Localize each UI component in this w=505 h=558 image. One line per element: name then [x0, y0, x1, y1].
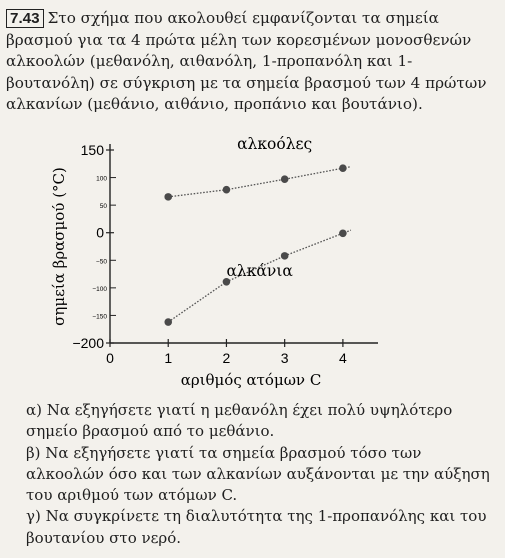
question-a: α) Να εξηγήσετε γιατί η μεθανόλη έχει πολύ υψηλότερο σημείο βρασμού από το μεθάνιο.	[26, 401, 453, 441]
x-tick-label: 4	[338, 350, 347, 366]
y-tick-label: 50	[99, 203, 107, 211]
y-tick-label: 150	[80, 142, 104, 158]
data-point	[339, 164, 347, 172]
boiling-point-chart	[0, 130, 505, 390]
exercise-number: 7.43	[6, 9, 44, 28]
exercise-text: Στο σχήμα που ακολουθεί εμφανίζονται τα σημεία βρασμού για τα 4 πρώτα μέλη των κορεσμένων μονοσθενών αλκοολών (μεθανόλη, αιθανόλη, 1-προπανόλη και 1-βουτανόλη) σε σύγκριση με τα σημεία βρασμού των 4 πρώτων αλκανίων (μεθάνιο, αιθάνιο, προπάνιο και βουτάνιο).	[6, 9, 487, 113]
chart-svg	[0, 130, 505, 390]
data-point	[339, 229, 347, 237]
series-line	[168, 167, 351, 197]
y-tick-label: −200	[72, 335, 104, 351]
question-c: γ) Να συγκρίνετε τη διαλυτότητα της 1-προπανόλης και του βουτανίου στο νερό.	[26, 507, 487, 547]
y-tick-label: −150	[92, 313, 107, 321]
question-b: β) Να εξηγήσετε γιατί τα σημεία βρασμού τόσο των αλκοολών όσο και των αλκανίων αυξάνονται με την αύξηση του αριθμού των ατόμων C.	[26, 443, 490, 505]
series-label: αλκάνια	[226, 261, 293, 280]
series-label: αλκοόλες	[237, 135, 313, 154]
data-point	[164, 193, 172, 201]
y-tick-label: 0	[96, 224, 104, 241]
x-tick-label: 1	[164, 350, 173, 366]
data-point	[281, 252, 289, 260]
y-tick-label: 100	[96, 175, 107, 183]
data-point	[223, 186, 231, 194]
y-tick-label: −50	[95, 258, 107, 266]
y-axis-label: σημεία βρασμού (°C)	[50, 167, 68, 326]
x-tick-label: 2	[222, 350, 231, 366]
questions-list	[26, 400, 494, 549]
x-tick-label: 0	[106, 350, 114, 366]
x-axis-label: αριθμός ατόμων C	[180, 371, 322, 389]
y-tick-label: −100	[92, 285, 107, 293]
data-point	[164, 318, 172, 326]
x-tick-label: 3	[280, 350, 289, 366]
data-point	[281, 175, 289, 183]
exercise-intro	[6, 8, 492, 116]
